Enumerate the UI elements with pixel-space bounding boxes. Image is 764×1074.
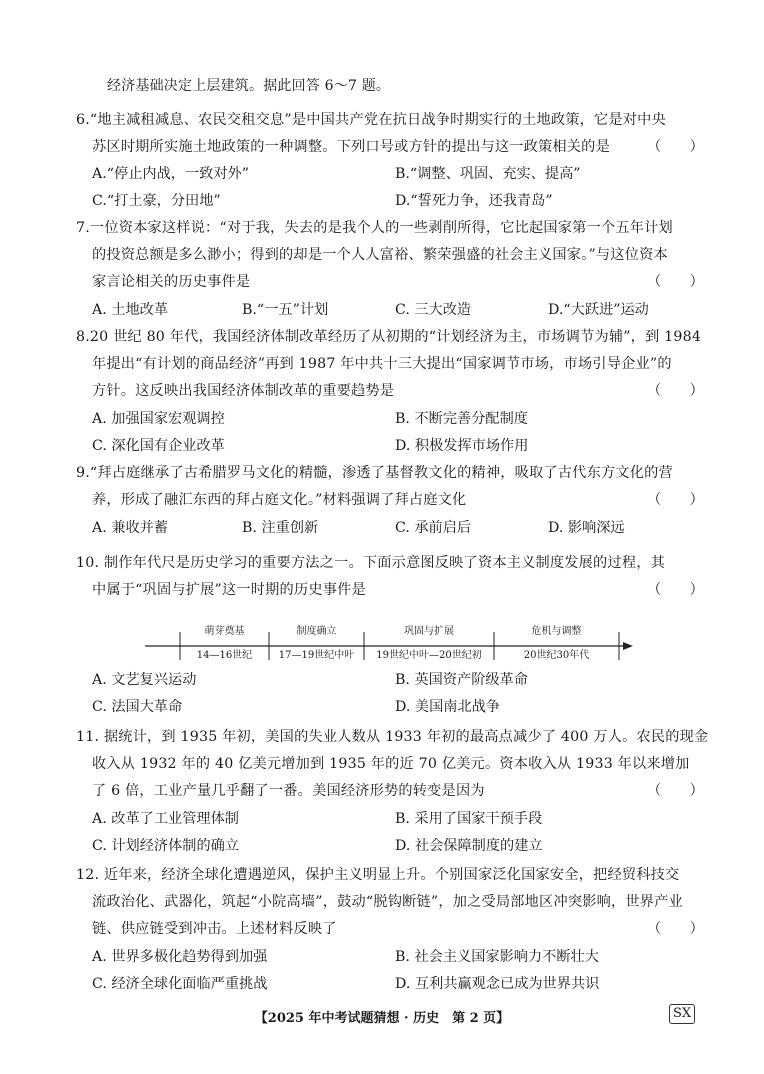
q8-option-c: C. 深化国有企业改革	[92, 438, 225, 454]
intro-text: 经济基础决定上层建筑。据此回答 6～7 题。	[107, 78, 391, 94]
q11-line-2: 收入从 1932 年的 40 亿美元增加到 1935 年的近 70 亿美元。资本收入从 1933 年以来增加	[92, 756, 690, 772]
q10-line-2: 中属于“巩固与扩展”这一时期的历史事件是	[92, 582, 366, 598]
q12-line-3: 链、供应链受到冲击。上述材料反映了	[92, 921, 337, 937]
q11-option-d: D. 社会保障制度的建立	[395, 838, 543, 854]
q7-line-3: 家言论相关的历史事件是	[92, 274, 251, 290]
q12-answer-paren: （ ）	[647, 921, 704, 937]
q8-option-d: D. 积极发挥市场作用	[395, 438, 529, 454]
q9-answer-paren: （ ）	[647, 492, 704, 508]
q12-line-2: 流政治化、武器化，筑起“小院高墙”，鼓动“脱钩断链”，加之受局部地区冲突影响，世界产业	[92, 894, 683, 910]
q9-option-c: C. 承前启后	[395, 520, 472, 536]
q10-answer-paren: （ ）	[647, 582, 704, 598]
timeline-period-1: 14—16世纪	[196, 650, 253, 661]
timeline-stage-3: 巩固与扩展	[404, 626, 454, 637]
q11-option-b: B. 采用了国家干预手段	[395, 811, 543, 827]
q9-option-d: D. 影响深远	[548, 520, 625, 536]
edition-badge: SX	[669, 1004, 695, 1024]
q12-option-b: B. 社会主义国家影响力不断壮大	[395, 949, 599, 965]
q12-option-a: A. 世界多极化趋势得到加强	[92, 949, 268, 965]
q11-option-c: C. 计划经济体制的确立	[92, 838, 240, 854]
q12-option-c: C. 经济全球化面临严重挑战	[92, 976, 268, 992]
q9-option-a: A. 兼收并蓄	[92, 520, 169, 536]
q12-line-1: 12. 近年来，经济全球化遭遇逆风，保护主义明显上升。个别国家泛化国家安全，把经贸科技交	[76, 867, 680, 883]
q7-option-a: A. 土地改革	[92, 302, 169, 318]
q7-option-d: D.“大跃进”运动	[548, 302, 649, 318]
page-footer: 【2025 年中考试题猜想 · 历史 第 2 页】	[254, 1011, 510, 1026]
q12-option-d: D. 互利共赢观念已成为世界共识	[395, 976, 600, 992]
q10-option-b: B. 英国资产阶级革命	[395, 672, 528, 688]
q11-option-a: A. 改革了工业管理体制	[92, 811, 239, 827]
q8-option-b: B. 不断完善分配制度	[395, 411, 528, 427]
q8-line-1: 8.20 世纪 80 年代，我国经济体制改革经历了从初期的“计划经济为主，市场调节为辅”，到 1984	[76, 329, 702, 345]
timeline-period-4: 20世纪30年代	[523, 650, 590, 661]
q10-line-1: 10. 制作年代尺是历史学习的重要方法之一。下面示意图反映了资本主义制度发展的过程，其	[76, 555, 665, 571]
q7-answer-paren: （ ）	[647, 274, 704, 290]
timeline-stage-1: 萌芽奠基	[204, 626, 245, 637]
q10-option-d: D. 美国南北战争	[395, 699, 501, 715]
q11-answer-paren: （ ）	[647, 783, 704, 799]
q8-line-2: 年提出“有计划的商品经济”再到 1987 年中共十三大提出“国家调节市场，市场引导企业”的	[92, 356, 672, 372]
history-timeline	[145, 626, 635, 666]
q6-option-a: A.“停止内战，一致对外”	[92, 166, 249, 182]
q11-line-3: 了 6 倍，工业产量几乎翻了一番。美国经济形势的转变是因为	[92, 783, 485, 799]
q6-option-c: C.“打土豪，分田地”	[92, 193, 221, 209]
timeline-period-2: 17—19世纪中叶	[278, 650, 355, 661]
q10-option-a: A. 文艺复兴运动	[92, 672, 197, 688]
q6-answer-paren: （ ）	[647, 139, 704, 155]
q6-option-d: D.“誓死力争，还我青岛”	[395, 193, 553, 209]
q8-option-a: A. 加强国家宏观调控	[92, 411, 225, 427]
q9-line-2: 养，形成了融汇东西的拜占庭文化。”材料强调了拜占庭文化	[92, 492, 467, 508]
q11-line-1: 11. 据统计，到 1935 年初，美国的失业人数从 1933 年初的最高点减少了 400 万人。农民的现金	[76, 729, 709, 745]
q6-line-1: 6.“地主减租减息、农民交租交息”是中国共产党在抗日战争时期实行的土地政策，它是对中央	[76, 112, 666, 128]
timeline-stage-4: 危机与调整	[531, 626, 582, 637]
q7-option-b: B.“一五”计划	[242, 302, 329, 318]
timeline-period-3: 19世纪中叶—20世纪初	[376, 650, 482, 661]
q7-line-1: 7.一位资本家这样说：“对于我，失去的是我个人的一些剥削所得，它比起国家第一个五年计划	[76, 220, 673, 236]
q10-option-c: C. 法国大革命	[92, 699, 183, 715]
q7-line-2: 的投资总额是多么渺小；得到的却是一个人人富裕、繁荣强盛的社会主义国家。”与这位资本	[92, 247, 668, 263]
q7-option-c: C. 三大改造	[395, 302, 472, 318]
q8-answer-paren: （ ）	[647, 383, 704, 399]
timeline-stage-2: 制度确立	[296, 626, 337, 637]
q9-line-1: 9.“拜占庭继承了古希腊罗马文化的精髓，渗透了基督教文化的精神，吸取了古代东方文化的营	[76, 465, 673, 481]
q6-line-2: 苏区时期所实施土地政策的一种调整。下列口号或方针的提出与这一政策相关的是	[92, 139, 610, 155]
q6-option-b: B.“调整、巩固、充实、提高”	[395, 166, 581, 182]
q8-line-3: 方针。这反映出我国经济体制改革的重要趋势是	[92, 383, 395, 399]
q9-option-b: B. 注重创新	[242, 520, 319, 536]
